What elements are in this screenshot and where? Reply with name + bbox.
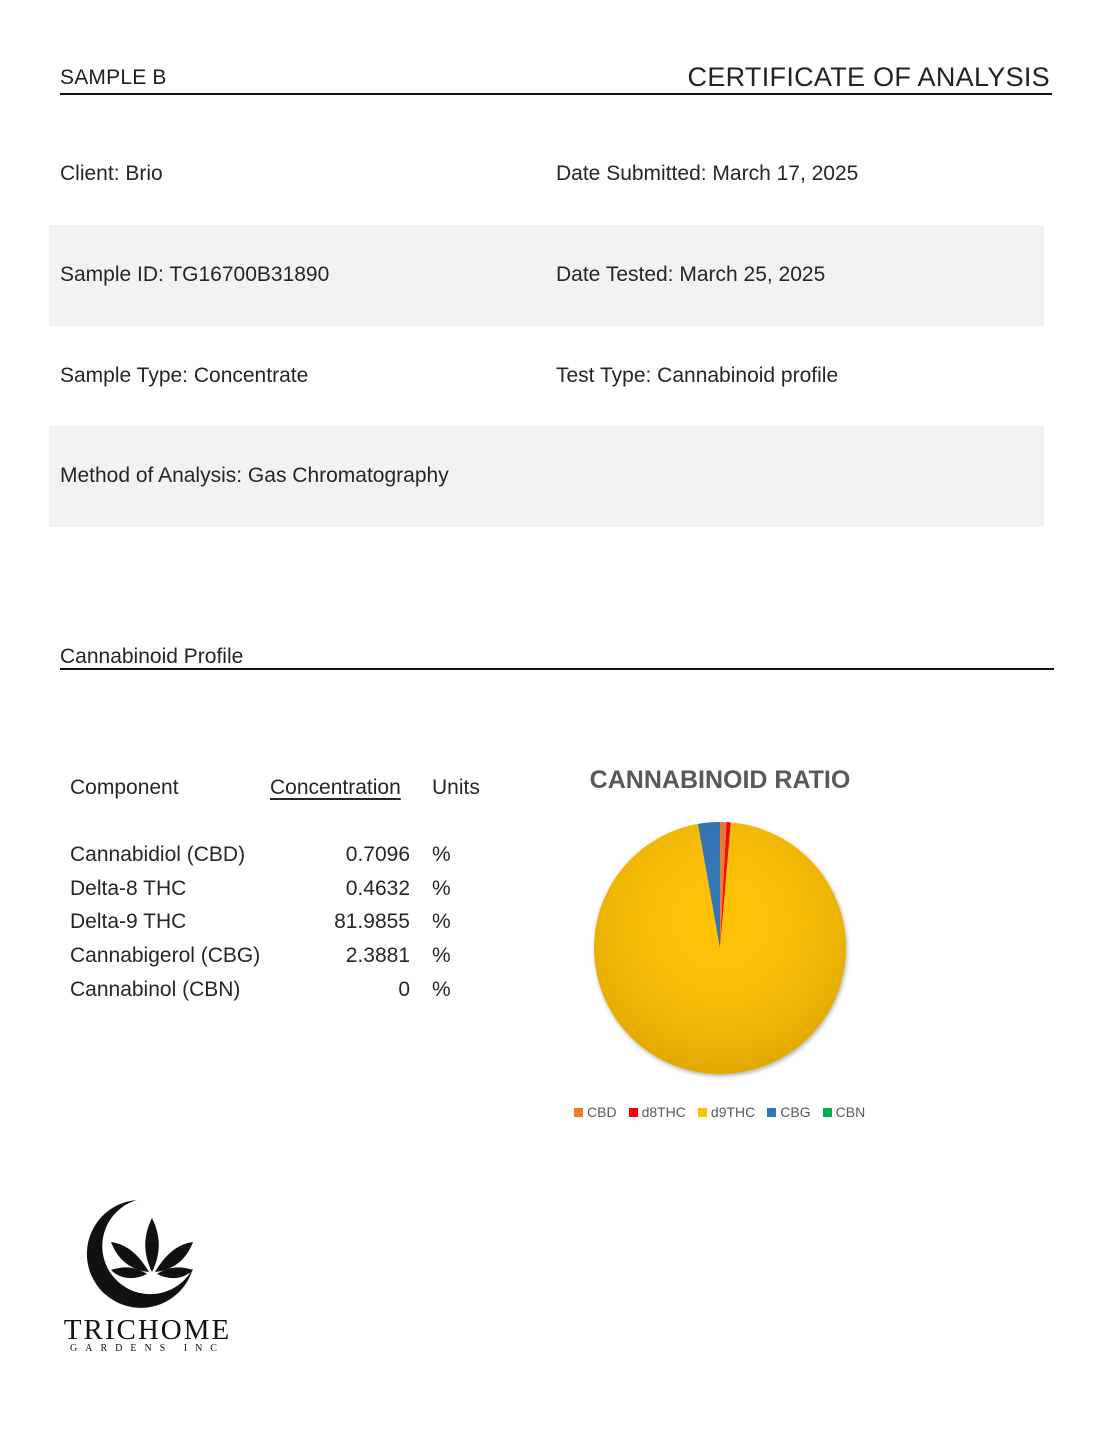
- legend-label: CBG: [780, 1104, 811, 1120]
- leaf-crescent-icon: [85, 1196, 215, 1311]
- client-field: Client: Brio: [60, 162, 163, 185]
- legend-label: CBD: [587, 1104, 617, 1120]
- legend-item-d9thc: [698, 1104, 755, 1120]
- unit-value: %: [432, 910, 451, 933]
- table-row: [0, 978, 560, 1012]
- date-tested-field: Date Tested: March 25, 2025: [556, 263, 826, 286]
- legend-swatch: [767, 1108, 776, 1117]
- component-name: Delta-9 THC: [70, 910, 187, 933]
- legend-label: d8THC: [641, 1104, 686, 1120]
- chart-legend: [574, 1104, 865, 1120]
- logo-wordmark: TRICHOME: [63, 1314, 232, 1346]
- unit-value: %: [432, 877, 451, 900]
- unit-value: %: [432, 944, 451, 967]
- document-title: CERTIFICATE OF ANALYSIS: [687, 62, 1050, 92]
- legend-swatch: [823, 1108, 832, 1117]
- concentration-value: 2.3881: [345, 944, 410, 967]
- legend-swatch: [629, 1108, 638, 1117]
- legend-swatch: [574, 1108, 583, 1117]
- logo-subtitle: GARDENS INC: [70, 1343, 225, 1354]
- legend-item-d8thc: [629, 1104, 686, 1120]
- concentration-value: 0.7096: [345, 843, 410, 866]
- unit-value: %: [432, 978, 451, 1001]
- unit-value: %: [432, 843, 451, 866]
- table-row: [0, 843, 560, 877]
- section-title: Cannabinoid Profile: [60, 645, 244, 668]
- component-name: Delta-8 THC: [70, 877, 187, 900]
- concentration-value: 0.4632: [345, 877, 410, 900]
- sample-label: SAMPLE B: [60, 66, 167, 89]
- pie-slices: [594, 822, 846, 1074]
- legend-item-cbn: [823, 1104, 866, 1120]
- header-divider: [60, 93, 1052, 95]
- chart-title: CANNABINOID RATIO: [589, 766, 851, 794]
- pie-chart: [588, 818, 852, 1082]
- column-header-concentration: Concentration: [270, 776, 401, 799]
- legend-item-cbd: [574, 1104, 617, 1120]
- sample-type-field: Sample Type: Concentrate: [60, 364, 309, 387]
- column-header-component: Component: [70, 776, 179, 799]
- legend-label: d9THC: [710, 1104, 756, 1120]
- info-row-method: [49, 426, 1044, 527]
- info-row-sample-type: [49, 326, 1044, 427]
- legend-item-cbg: [767, 1104, 810, 1120]
- date-submitted-field: Date Submitted: March 17, 2025: [556, 162, 859, 185]
- concentration-value: 81.9855: [334, 910, 410, 933]
- info-row-sample-id: [49, 225, 1044, 326]
- legend-swatch: [698, 1108, 707, 1117]
- component-name: Cannabinol (CBN): [70, 978, 241, 1001]
- section-divider: [60, 668, 1054, 670]
- table-row: [0, 944, 560, 978]
- test-type-field: Test Type: Cannabinoid profile: [556, 364, 839, 387]
- component-name: Cannabidiol (CBD): [70, 843, 246, 866]
- method-field: Method of Analysis: Gas Chromatography: [60, 464, 449, 487]
- sample-id-field: Sample ID: TG16700B31890: [60, 263, 330, 286]
- table-row: [0, 877, 560, 911]
- legend-label: CBN: [835, 1104, 866, 1120]
- concentration-value: 0: [398, 978, 410, 1001]
- table-row: [0, 910, 560, 944]
- column-header-units: Units: [432, 776, 480, 799]
- component-name: Cannabigerol (CBG): [70, 944, 261, 967]
- info-row-client: [49, 124, 1044, 225]
- company-logo: [60, 1196, 260, 1366]
